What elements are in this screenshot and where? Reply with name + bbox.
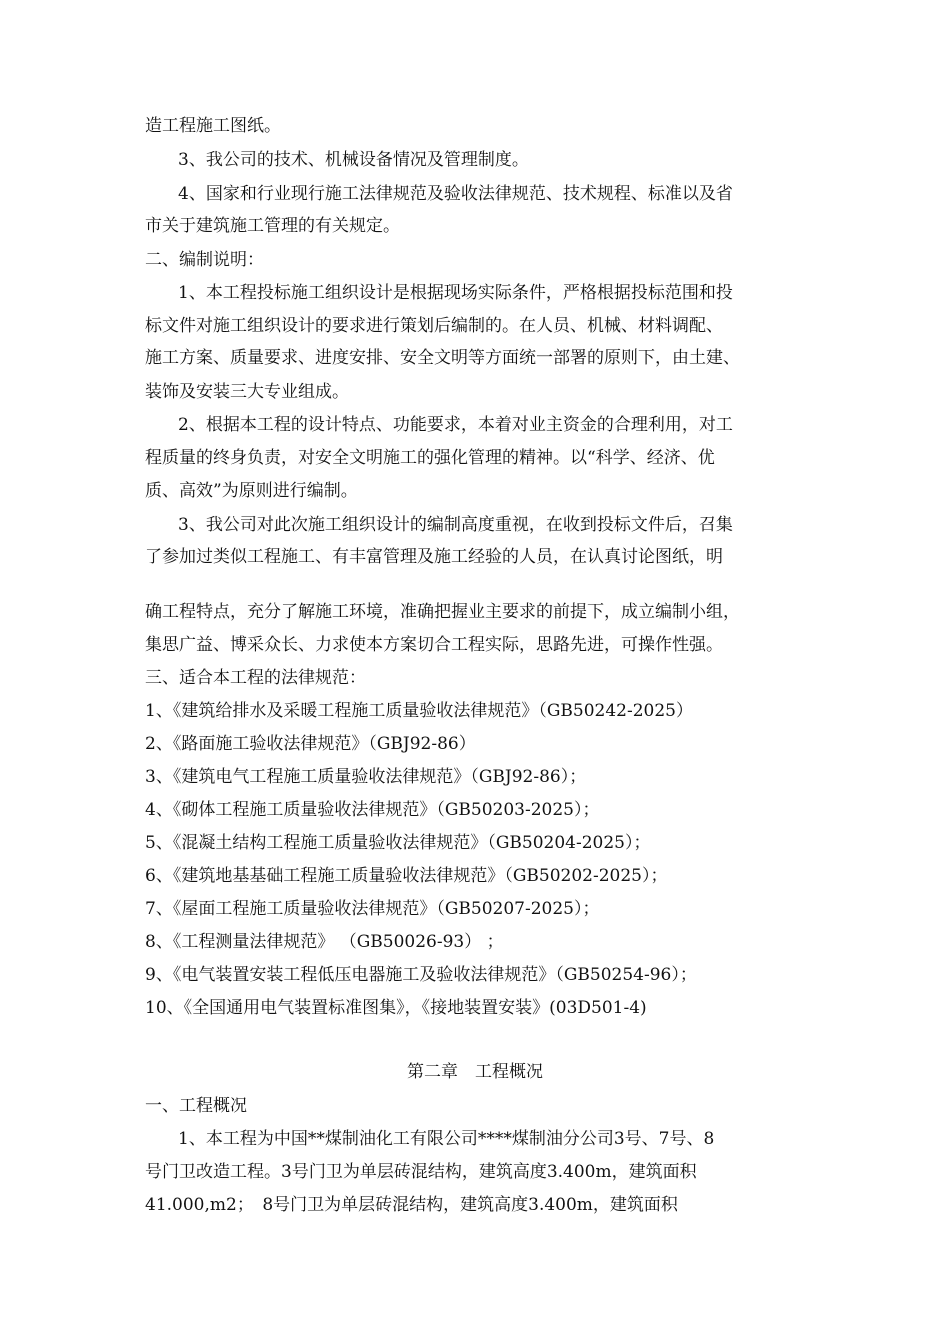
section-heading: 三、适合本工程的法律规范：	[145, 668, 366, 688]
text-line: 程质量的终身负责，对安全文明施工的强化管理的精神。以“科学、经济、优	[145, 448, 715, 468]
text-line: 了参加过类似工程施工、有丰富管理及施工经验的人员，在认真讨论图纸，明	[145, 547, 723, 567]
text-line: 造工程施工图纸。	[145, 116, 281, 136]
list-item: 5、《混凝土结构工程施工质量验收法律规范》（GB50204-2025）；	[145, 833, 651, 853]
text-line: 施工方案、质量要求、进度安排、安全文明等方面统一部署的原则下，由土建、	[145, 348, 740, 368]
list-item: 10、《全国通用电气装置标准图集》，《接地装置安装》(03D501-4)	[145, 998, 647, 1018]
chapter-title: 第二章 工程概况	[407, 1062, 543, 1082]
list-item: 1、《建筑给排水及采暖工程施工质量验收法律规范》（GB50242-2025）	[145, 701, 693, 721]
list-item: 8、《工程测量法律规范》 （GB50026-93） ；	[145, 932, 504, 952]
text-line: 3、我公司对此次施工组织设计的编制高度重视，在收到投标文件后，召集	[178, 515, 733, 535]
list-item: 9、《电气装置安装工程低压电器施工及验收法律规范》（GB50254-96）；	[145, 965, 697, 985]
text-line: 标文件对施工组织设计的要求进行策划后编制的。在人员、机械、材料调配、	[145, 316, 723, 336]
text-line: 质、高效”为原则进行编制。	[145, 481, 358, 501]
text-line: 3、我公司的技术、机械设备情况及管理制度。	[178, 150, 529, 170]
text-line: 号门卫改造工程。3号门卫为单层砖混结构，建筑高度3.400m，建筑面积	[145, 1162, 697, 1182]
section-heading: 二、编制说明：	[145, 250, 264, 270]
list-item: 6、《建筑地基基础工程施工质量验收法律规范》（GB50202-2025）；	[145, 866, 668, 886]
list-item: 3、《建筑电气工程施工质量验收法律规范》（GBJ92-86）；	[145, 767, 587, 787]
text-line: 市关于建筑施工管理的有关规定。	[145, 216, 400, 236]
text-line: 4、国家和行业现行施工法律规范及验收法律规范、技术规程、标准以及省	[178, 184, 733, 204]
list-item: 7、《屋面工程施工质量验收法律规范》（GB50207-2025）；	[145, 899, 600, 919]
text-line: 1、本工程为中国**煤制油化工有限公司****煤制油分公司3号、7号、8	[178, 1129, 715, 1149]
text-line: 集思广益、博采众长、力求使本方案切合工程实际，思路先进，可操作性强。	[145, 635, 723, 655]
text-line: 装饰及安装三大专业组成。	[145, 382, 349, 402]
list-item: 2、《路面施工验收法律规范》（GBJ92-86）	[145, 734, 476, 754]
text-line: 1、本工程投标施工组织设计是根据现场实际条件，严格根据投标范围和投	[178, 283, 733, 303]
text-line: 确工程特点，充分了解施工环境，准确把握业主要求的前提下，成立编制小组，	[145, 602, 740, 622]
text-line: 41.000,m2； 8号门卫为单层砖混结构，建筑高度3.400m，建筑面积	[145, 1195, 678, 1215]
section-heading: 一、工程概况	[145, 1096, 247, 1116]
list-item: 4、《砌体工程施工质量验收法律规范》（GB50203-2025）；	[145, 800, 600, 820]
text-line: 2、根据本工程的设计特点、功能要求，本着对业主资金的合理利用，对工	[178, 415, 733, 435]
